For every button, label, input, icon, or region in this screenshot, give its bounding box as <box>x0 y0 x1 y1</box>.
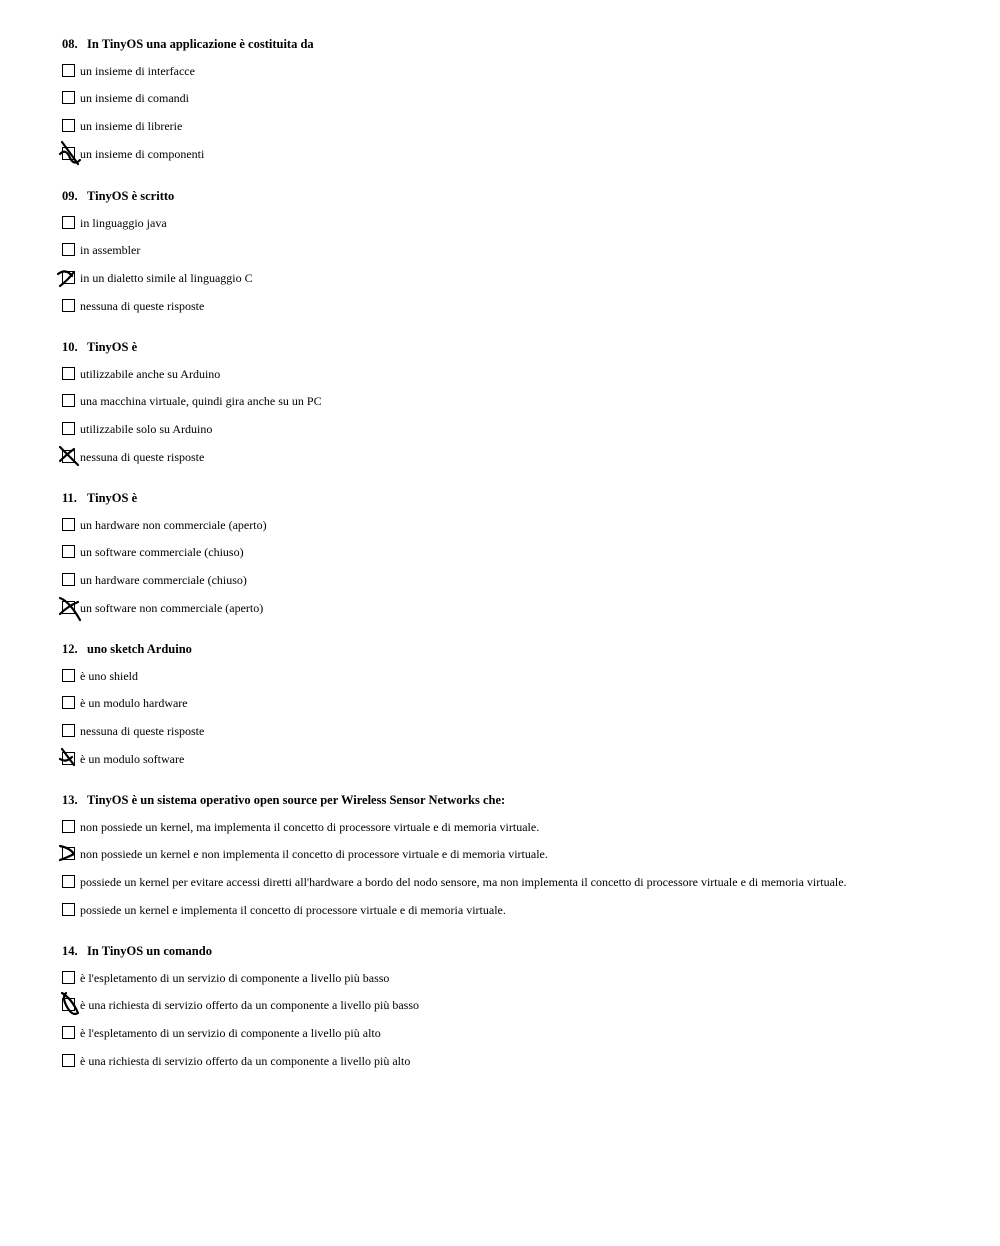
answer-label: nessuna di queste risposte <box>80 299 205 313</box>
answer-checkbox[interactable] <box>62 243 75 256</box>
answer-checkbox[interactable] <box>62 875 75 888</box>
answer-checkbox[interactable] <box>62 545 75 558</box>
question-text: TinyOS è un sistema operativo open source per Wireless Sensor Networks che: <box>87 793 506 807</box>
answer-label: nessuna di queste risposte <box>80 450 205 464</box>
answer-label: in assembler <box>80 243 141 257</box>
question-text: TinyOS è <box>87 340 138 354</box>
question-text: TinyOS è <box>87 491 138 505</box>
answer-checkbox[interactable] <box>62 422 75 435</box>
answer-label: è l'espletamento di un servizio di componente a livello più basso <box>80 971 390 985</box>
question-title <box>62 943 212 959</box>
answer-label: è uno shield <box>80 669 138 683</box>
answer-checkbox[interactable] <box>62 696 75 709</box>
question-text: In TinyOS una applicazione è costituita da <box>87 37 314 51</box>
answer-label: è un modulo software <box>80 752 185 766</box>
question-number: 08. <box>62 37 78 51</box>
answer-label: in un dialetto simile al linguaggio C <box>80 271 253 285</box>
answer-label: è l'espletamento di un servizio di componente a livello più alto <box>80 1026 381 1040</box>
answer-label: un insieme di comandi <box>80 91 189 105</box>
answer-label: possiede un kernel per evitare accessi diretti all'hardware a bordo del nodo sensore, ma non implementa il concetto di processore virtuale e di memoria virtuale. <box>80 875 847 889</box>
answer-label: un insieme di librerie <box>80 119 183 133</box>
answer-label: utilizzabile solo su Arduino <box>80 422 213 436</box>
answer-checkbox[interactable] <box>62 64 75 77</box>
answer-label: un insieme di componenti <box>80 147 205 161</box>
answer-checkbox[interactable] <box>62 119 75 132</box>
answer-checkbox-checked[interactable] <box>62 601 75 614</box>
answer-checkbox-checked[interactable] <box>62 847 75 860</box>
answer-label: un software commerciale (chiuso) <box>80 545 244 559</box>
answer-checkbox[interactable] <box>62 724 75 737</box>
answer-label: utilizzabile anche su Arduino <box>80 367 221 381</box>
answer-label: un software non commerciale (aperto) <box>80 601 264 615</box>
answer-label: nessuna di queste risposte <box>80 724 205 738</box>
question-title <box>62 490 137 506</box>
answer-label: non possiede un kernel e non implementa il concetto di processore virtuale e di memoria virtuale. <box>80 847 548 861</box>
question-number: 14. <box>62 944 78 958</box>
answer-label: è una richiesta di servizio offerto da un componente a livello più basso <box>80 998 420 1012</box>
answer-checkbox[interactable] <box>62 669 75 682</box>
answer-checkbox[interactable] <box>62 299 75 312</box>
answer-checkbox-checked[interactable] <box>62 271 75 284</box>
answer-checkbox[interactable] <box>62 573 75 586</box>
question-title <box>62 792 505 808</box>
answer-label: non possiede un kernel, ma implementa il concetto di processore virtuale e di memoria virtuale. <box>80 820 540 834</box>
question-text: uno sketch Arduino <box>87 642 192 656</box>
answer-checkbox[interactable] <box>62 1054 75 1067</box>
question-text: In TinyOS un comando <box>87 944 212 958</box>
answer-label: è una richiesta di servizio offerto da un componente a livello più alto <box>80 1054 411 1068</box>
answer-checkbox-checked[interactable] <box>62 450 75 463</box>
question-number: 09. <box>62 189 78 203</box>
answer-label: un insieme di interfacce <box>80 64 195 78</box>
answer-label: una macchina virtuale, quindi gira anche su un PC <box>80 394 322 408</box>
question-title <box>62 339 137 355</box>
question-text: TinyOS è scritto <box>87 189 175 203</box>
answer-checkbox-checked[interactable] <box>62 147 75 160</box>
answer-checkbox[interactable] <box>62 971 75 984</box>
answer-checkbox[interactable] <box>62 394 75 407</box>
answer-label: è un modulo hardware <box>80 696 188 710</box>
answer-label: possiede un kernel e implementa il concetto di processore virtuale e di memoria virtuale. <box>80 903 506 917</box>
answer-checkbox[interactable] <box>62 820 75 833</box>
answer-checkbox-checked[interactable] <box>62 752 75 765</box>
question-title <box>62 641 192 657</box>
answer-checkbox[interactable] <box>62 518 75 531</box>
answer-checkbox-checked[interactable] <box>62 998 75 1011</box>
answer-checkbox[interactable] <box>62 1026 75 1039</box>
question-title <box>62 36 314 52</box>
question-number: 11. <box>62 491 77 505</box>
question-number: 12. <box>62 642 78 656</box>
answer-checkbox[interactable] <box>62 216 75 229</box>
answer-label: in linguaggio java <box>80 216 167 230</box>
question-number: 13. <box>62 793 78 807</box>
question-number: 10. <box>62 340 78 354</box>
answer-label: un hardware commerciale (chiuso) <box>80 573 247 587</box>
answer-label: un hardware non commerciale (aperto) <box>80 518 267 532</box>
question-title <box>62 188 174 204</box>
answer-checkbox[interactable] <box>62 367 75 380</box>
answer-checkbox[interactable] <box>62 903 75 916</box>
answer-checkbox[interactable] <box>62 91 75 104</box>
